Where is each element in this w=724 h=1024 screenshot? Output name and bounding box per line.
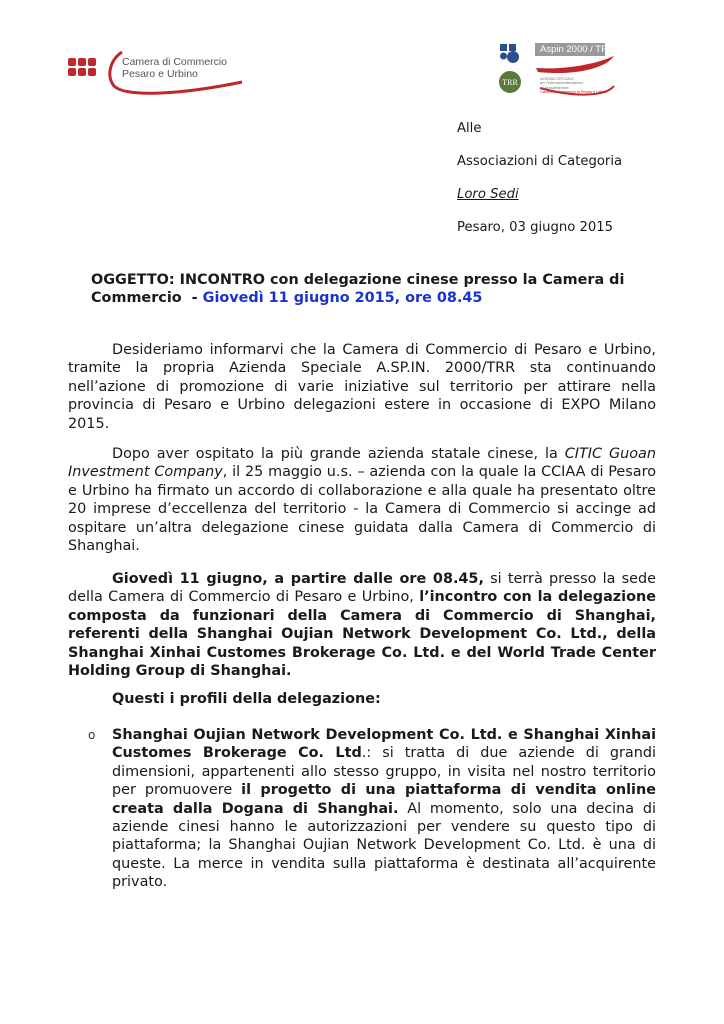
letter-date: Pesaro, 03 giugno 2015 — [457, 220, 614, 235]
chamber-of-commerce-logo — [68, 50, 228, 100]
body-paragraph-1: Desideriamo informarvi che la Camera di Commercio di Pesaro e Urbino, tramite la propria Azienda Speciale A.SP.IN. 2000/TRR sta continuando nell’azione di promozione di varie iniziative sul territorio per attirare nella provincia di Pesaro e Urbino delegazioni estere in occasione di EXPO Milano 2015. — [68, 342, 656, 432]
subject-line2 — [91, 289, 651, 307]
chamber-logo-mark-icon — [68, 58, 96, 76]
aspin-logo-caption — [540, 77, 620, 95]
letter-subject — [91, 271, 651, 307]
bullet-1-project: il progetto di una piattaforma di vendita online creata dalla Dogana di Shanghai. — [112, 782, 656, 817]
p3-text: si terrà presso la sede della Camera di Commercio di Pesaro e Urbino, — [68, 571, 656, 606]
chamber-logo-line1: Camera di Commercio — [122, 56, 228, 68]
p3-delegation-details: l’incontro con la delegazione composta da funzionari della Camera di Commercio di Shanghai, referenti della Shanghai Oujian Network Development Co. Ltd., della Shanghai Xinhai Customes Brokerage Co. Ltd. e del World Trade Center Holding Group di Shanghai. — [68, 589, 656, 680]
aspin-caption-line2: per l'Internazionalizzazione — [540, 81, 584, 86]
p2-text-a: Dopo aver ospitato la più grande azienda statale cinese, la — [112, 446, 565, 462]
trr-badge-text: TRR — [502, 78, 518, 87]
bullet-marker-icon: o — [88, 728, 96, 742]
aspin-caption-line4: Camera di Commercio di Pesaro e Urbino — [540, 90, 607, 95]
p2-company-name: CITIC Guoan Investment Company — [68, 446, 656, 481]
addressee-line: Alle — [457, 121, 482, 136]
bullet-1-text-a: .: si tratta di due aziende di grandi dimensioni, appartenenti allo stesso gruppo, in visita nel nostro territorio per promuovere — [112, 745, 656, 799]
chamber-logo-line2: Pesaro e Urbino — [122, 68, 198, 80]
aspin-caption-line1: AZIENDA SPECIALE — [540, 77, 574, 81]
addressee-recipients: Associazioni di Categoria — [457, 154, 623, 169]
bullet-1-companies: Shanghai Oujian Network Development Co. Ltd. e Shanghai Xinhai Customes Brokerage Co. Ltd — [112, 727, 656, 762]
addressee-location: Loro Sedi — [457, 187, 519, 202]
subject-line1: OGGETTO: INCONTRO con delegazione cinese presso la Camera di — [91, 272, 625, 288]
body-paragraph-3 — [68, 570, 656, 680]
profiles-heading: Questi i profili della delegazione: — [112, 691, 381, 707]
p3-meeting-date: Giovedì 11 giugno, a partire dalle ore 08.45, — [112, 571, 484, 587]
bullet-1-text-b: Al momento, solo una decina di aziende cinesi hanno le autorizzazioni per vendere su questo tipo di piattaforma; la Shanghai Oujian Network Development Co. Ltd. è una di queste. La merce in vendita sulla piattaforma è destinata all’acquirente privato. — [112, 800, 656, 891]
bullet-item-1 — [112, 726, 656, 892]
subject-line2-prefix: Commercio - — [91, 290, 203, 306]
aspin-logo-title: Aspin 2000 / TRR — [540, 44, 615, 55]
aspin-caption-line3: e l'Agroalimentare — [540, 85, 569, 90]
aspin-logo — [496, 42, 656, 102]
body-paragraph-2 — [68, 445, 656, 555]
subject-date-time: Giovedì 11 giugno 2015, ore 08.45 — [202, 290, 483, 306]
p2-text-b: , il 25 maggio u.s. – azienda con la quale la CCIAA di Pesaro e Urbino ha firmato un accordo di collaborazione e alla quale ha presentato oltre 20 imprese d’eccellenza del territorio - la Camera di Commercio si accinge ad ospitare un’altra delegazione cinese guidata dalla Camera di Commercio di Shanghai. — [68, 464, 656, 555]
